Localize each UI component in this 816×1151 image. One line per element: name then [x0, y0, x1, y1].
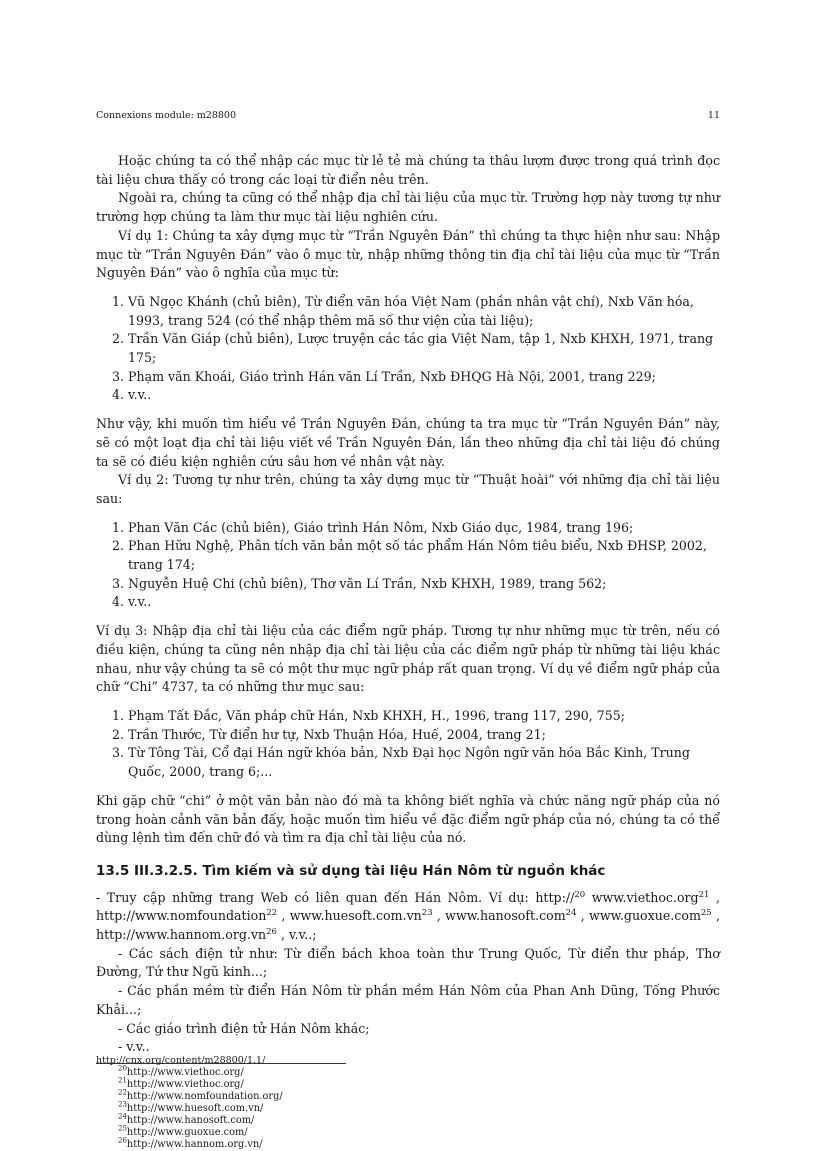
footnote: $^{21}$http://www.viethoc.org/	[118, 1076, 244, 1090]
footnote-ref[interactable]: 25	[700, 908, 712, 919]
paragraph: Ngoài ra, chúng ta cũng có thể nhập địa chỉ tài liệu của mục từ. Trường hợp này tương tự như trường hợp chúng ta làm thư mục tài liệu nghiên cứu.	[96, 190, 720, 225]
reference-list-thuat-hoai	[96, 519, 720, 613]
bullet-line: - v.v..	[118, 1039, 150, 1055]
list-item: 2. Trần Văn Giáp (chủ biên), Lược truyện các tác gia Việt Nam, tập 1, Nxb KHXH, 1971, trang 175;	[128, 330, 720, 367]
paragraph: Như vậy, khi muốn tìm hiểu về Trần Nguyên Đán, chúng ta tra mục từ “Trần Nguyên Đán” này, sẽ có một loạt địa chỉ tài liệu viết về Trần Nguyên Đán, lần theo những địa chỉ tài liệu đó chúng ta sẽ có điều kiện nghiên cứu sâu hơn về nhân vật này.	[96, 416, 720, 469]
footnote-ref[interactable]: 21	[698, 889, 710, 900]
list-item: 4. v.v..	[128, 593, 720, 612]
footnote: $^{23}$http://www.huesoft.com.vn/	[118, 1100, 264, 1114]
page-footer-url[interactable]: http://cnx.org/content/m28800/1.1/	[96, 1055, 266, 1066]
document-body	[96, 152, 720, 1151]
list-item: 1. Vũ Ngọc Khánh (chủ biên), Từ điển văn hóa Việt Nam (phần nhân vật chí), Nxb Văn hóa, 1993, trang 524 (có thể nhập thêm mã số thư viện của tài liệu);	[128, 293, 720, 330]
list-item: 2. Trần Thước, Từ điển hư tự, Nxb Thuận Hóa, Huế, 2004, trang 21;	[128, 726, 720, 745]
footnote: $^{22}$http://www.nomfoundation.org/	[118, 1088, 283, 1102]
footnote: $^{24}$http://www.hanosoft.com/	[118, 1112, 255, 1126]
footnote-ref[interactable]: 20	[574, 889, 586, 900]
footnotes	[96, 1064, 720, 1151]
footnote-link[interactable]: http://www.huesoft.com.vn/	[126, 1102, 264, 1114]
footnote-link[interactable]: http://www.viethoc.org/	[126, 1066, 244, 1078]
list-item: 2. Phan Hữu Nghệ, Phân tích văn bản một số tác phẩm Hán Nôm tiêu biểu, Nxb ĐHSP, 2002, trang 174;	[128, 537, 720, 574]
paragraph: Hoặc chúng ta có thể nhập các mục từ lẻ tẻ mà chúng ta thâu lượm được trong quá trình đọc tài liệu chưa thấy có trong các loại từ điển nêu trên.	[96, 153, 720, 187]
bullet-line: - Các phần mềm từ điển Hán Nôm từ phần mềm Hán Nôm của Phan Anh Dũng, Tống Phước Khải...;	[96, 983, 720, 1017]
list-item: 3. Nguyễn Huệ Chi (chủ biên), Thơ văn Lí Trần, Nxb KHXH, 1989, trang 562;	[128, 575, 720, 594]
module-label: Connexions module: m28800	[96, 110, 237, 121]
reference-list-tran-nguyen-dan	[96, 293, 720, 405]
paragraph: Ví dụ 2: Tương tự như trên, chúng ta xây dựng mục từ “Thuật hoài” với những địa chỉ tài liệu sau:	[96, 472, 720, 506]
reference-list-grammar	[96, 707, 720, 782]
footnote-link[interactable]: http://www.hanosoft.com/	[126, 1114, 255, 1126]
footnote: $^{26}$http://www.hannom.org.vn/	[118, 1136, 263, 1150]
list-item: 4. v.v..	[128, 386, 720, 405]
paragraph: Khi gặp chữ “chi” ở một văn bản nào đó mà ta không biết nghĩa và chức năng ngữ pháp của nó trong hoàn cảnh văn bản đấy, hoặc muốn tìm hiểu về đặc điểm ngữ pháp của nó, chúng ta có thể dùng lệnh tìm đến chữ đó và tìm ra địa chỉ tài liệu của nó.	[96, 792, 720, 846]
page-number: 11	[707, 110, 720, 121]
footnote-ref[interactable]: 26	[266, 926, 277, 937]
bullet-line: - Các sách điện tử như: Từ điển bách khoa toàn thư Trung Quốc, Từ điển thư pháp, Thơ Đường, Tứ thư Ngũ kinh...;	[96, 945, 720, 980]
footnote-ref[interactable]: 23	[421, 908, 433, 919]
list-item: 1. Phạm Tất Đắc, Văn pháp chữ Hán, Nxb KHXH, H., 1996, trang 117, 290, 755;	[128, 707, 720, 726]
footnote-ref[interactable]: 24	[565, 908, 577, 919]
footnote-link[interactable]: http://www.guoxue.com/	[126, 1126, 248, 1138]
bullet-line: - Các giáo trình điện tử Hán Nôm khác;	[118, 1020, 370, 1036]
footnote-link[interactable]: http://www.nomfoundation.org/	[126, 1090, 283, 1102]
web-resources-line: - Truy cập những trang Web có liên quan đến Hán Nôm. Ví dụ: http://$^{20}$ www.viethoc.org$^{21}$ , http://www.nomfoundation$^{22}$ , $www.huesoft.com.vn^{23}$ , www.hanosoft.com$^{24}$ , www.guoxue.com$^{25}$ , $http://www.hannom.org.vn^{26}$ , v.v..;	[96, 889, 720, 943]
footnote-link[interactable]: http://www.viethoc.org/	[126, 1078, 244, 1090]
paragraph: Ví dụ 1: Chúng ta xây dựng mục từ “Trần Nguyên Đán” thì chúng ta thực hiện như sau: Nhập mục từ “Trần Nguyên Đán” vào ô mục từ, nhập những thông tin địa chỉ tài liệu của mục từ “Trần Nguyên Đán” vào ô nghĩa của mục từ:	[96, 227, 720, 281]
list-item: 3. Phạm văn Khoái, Giáo trình Hán văn Lí Trần, Nxb ĐHQG Hà Nội, 2001, trang 229;	[128, 368, 720, 387]
list-item: 3. Từ Tông Tài, Cổ đại Hán ngữ khóa bản, Nxb Đại học Ngôn ngữ văn hóa Bắc Kinh, Trung Quốc, 2000, trang 6;...	[128, 744, 720, 781]
document-page	[96, 0, 720, 1150]
paragraph: Ví dụ 3: Nhập địa chỉ tài liệu của các điểm ngữ pháp. Tương tự như những mục từ trên, nếu có điều kiện, chúng ta cũng nên nhập địa chỉ tài liệu của các điểm ngữ pháp từ những tài liệu khác nhau, như vậy chúng ta sẽ có một thư mục ngữ pháp rất quan trọng. Ví dụ về điểm ngữ pháp của chữ “Chi” 4737, ta có những thư mục sau:	[96, 623, 720, 695]
footnote: $^{25}$http://www.guoxue.com/	[118, 1124, 248, 1138]
footnote: $^{20}$http://www.viethoc.org/	[118, 1064, 244, 1078]
footnote-link[interactable]: http://www.hannom.org.vn/	[126, 1138, 263, 1150]
list-item: 1. Phan Văn Các (chủ biên), Giáo trình Hán Nôm, Nxb Giáo dục, 1984, trang 196;	[128, 519, 720, 538]
section-heading: 13.5 III.3.2.5. Tìm kiếm và sử dụng tài liệu Hán Nôm từ nguồn khác	[96, 862, 606, 879]
footnote-ref[interactable]: 22	[266, 908, 278, 919]
